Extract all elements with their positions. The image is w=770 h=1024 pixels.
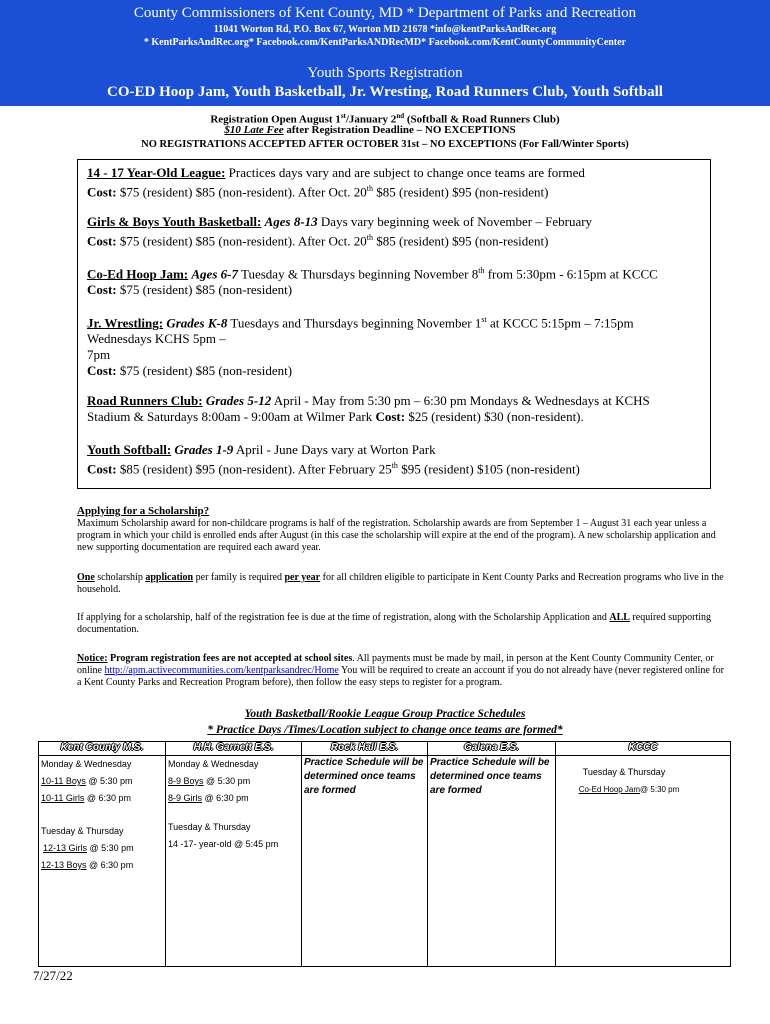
schedule-subtitle: * Practice Days /Times/Location subject to change once teams are formed* (207, 724, 563, 736)
practice-slot (166, 773, 301, 790)
cost-text: $25 (resident) $30 (non-resident). (405, 409, 584, 424)
header-rock-hall: Rock Hall E.S. (302, 742, 428, 756)
time: @ 6:30 pm (86, 860, 134, 870)
schedule-body-row (39, 756, 731, 967)
program-desc: from 5:30pm - 6:15pm at KCCC (484, 266, 658, 282)
header-kccc: KCCC (556, 742, 731, 756)
notice-bold: Program registration fees are not accepted at school sites (107, 653, 353, 664)
practice-slot (39, 857, 165, 874)
sup: th (391, 461, 398, 470)
program-ages: Ages 8-13 (264, 214, 318, 229)
cost-text: $75 (resident) $85 (non-resident) (116, 282, 293, 298)
late-fee-text: after Registration Deadline – NO EXCEPTIONS (283, 124, 516, 136)
cost-text: $85 (resident) $95 (non-resident). After February 25 (116, 461, 392, 477)
sup: st (481, 315, 487, 324)
practice-slot (39, 773, 165, 790)
header-kent-county-ms: Kent County M.S. (39, 742, 166, 756)
emph: application (145, 572, 194, 583)
sup: st (340, 112, 346, 120)
late-fee-line (0, 124, 770, 137)
no-registrations-line: NO REGISTRATIONS ACCEPTED AFTER OCTOBER 31st – NO EXCEPTIONS (For Fall/Winter Sports) (141, 139, 629, 150)
cell-kent-county-ms (39, 756, 166, 967)
schedule-table (38, 741, 731, 967)
scholarship-para1: Maximum Scholarship award for non-childcare programs is half of the registration. Scholarship awards are from September 1 – August 31 each year unless a program in which your child is enrolled ends after August (in this case the scholarship will expire at the end of the program). A new scholarship application and new supporting documentation are required each award year. (77, 518, 716, 553)
days: Monday & Wednesday (168, 759, 259, 769)
notice-paragraph (77, 653, 727, 689)
emph: ALL (609, 612, 630, 623)
cell-galena (428, 756, 556, 967)
program-jr-wrestling (87, 312, 707, 379)
text: . All payments must be made by mail, in person at the Kent County Community Center, or online (77, 653, 714, 676)
program-14-17-league (87, 165, 707, 200)
time: @ 6:30 pm (84, 793, 132, 803)
schedule-tbd-note: Practice Schedule will be determined once teams are formed (430, 757, 550, 796)
cost-label: Cost: (87, 184, 117, 200)
cost-label: Cost: (375, 409, 406, 424)
text: required supporting documentation. (77, 612, 712, 635)
days: Monday & Wednesday (41, 759, 132, 769)
time: @ 5:30 pm (85, 776, 133, 786)
text: If applying for a scholarship, half of the registration fee is due at the time of registration, along with the Scholarship Application and (77, 612, 610, 623)
schedule-header-row (39, 742, 731, 756)
header-galena: Galena E.S. (428, 742, 556, 756)
time: @ 6:30 pm (202, 793, 249, 803)
program-desc: Practices days vary and are subject to change once teams are formed (225, 165, 585, 180)
group: 8-9 Girls (168, 793, 203, 803)
emph: One (77, 572, 95, 583)
sup: nd (396, 112, 405, 120)
program-desc: April - May from 5:30 pm – 6:30 pm Mondays & Wednesdays at KCHS (271, 393, 650, 408)
program-youth-basketball (87, 214, 707, 249)
practice-slot (556, 781, 730, 798)
program-ages: Grades 1-9 (174, 442, 234, 457)
cost-text: $85 (resident) $95 (non-resident) (373, 184, 549, 200)
cell-kccc (556, 756, 731, 967)
programs-box (77, 159, 711, 489)
sup: th (366, 233, 374, 242)
banner-websites: * KentParksAndRec.org* Facebook.com/KentParksANDRecMD* Facebook.com/KentCountyCommunityCenter (143, 37, 627, 48)
practice-slot (39, 790, 165, 807)
program-ages: Ages 6-7 (191, 266, 238, 282)
sup: th (478, 266, 485, 275)
cost-text: $75 (resident) $85 (non-resident). After Oct. 20 (116, 233, 367, 249)
banner-programs: CO-ED Hoop Jam, Youth Basketball, Jr. Wresting, Road Runners Club, Youth Softball (107, 84, 663, 100)
cost-text: $85 (resident) $95 (non-resident) (373, 233, 549, 249)
text: for all children eligible to participate in Kent County Parks and Recreation programs who live in the household. (77, 572, 724, 595)
text: You will be required to create an account if you do not already have (never registered online for a Kent County Parks and Recreation Program before), then follow the easy steps to register for a program. (77, 665, 725, 688)
program-name: Girls & Boys Youth Basketball: (87, 214, 262, 229)
footer-date: 7/27/22 (33, 968, 73, 983)
days: Tuesday & Thursday (582, 767, 666, 777)
program-hoop-jam (87, 263, 707, 298)
program-name: Youth Softball: (87, 442, 172, 457)
reg-open-text: (Softball & Road Runners Club) (404, 113, 560, 126)
program-desc: at KCCC 5:15pm – 7:15pm (486, 315, 634, 331)
days: Tuesday & Thursday (168, 822, 251, 832)
cell-hh-garnett (166, 756, 302, 967)
banner-department: County Commissioners of Kent County, MD * Department of Parks and Recreation (133, 5, 637, 21)
schedule-title: Youth Basketball/Rookie League Group Practice Schedules (244, 708, 526, 720)
text: per family is required (193, 572, 285, 583)
program-ages: Grades 5-12 (205, 393, 272, 408)
cell-rock-hall (302, 756, 428, 967)
text: scholarship (94, 572, 146, 583)
late-fee: $10 Late Fee (224, 124, 284, 136)
sup: th (366, 184, 374, 193)
banner-address: 11041 Worton Rd, P.O. Box 67, Worton MD 21678 *info@kentParksAndRec.org (213, 24, 557, 35)
time: @ 5:30 pm (203, 776, 251, 786)
reg-open-text: /January 2 (345, 113, 397, 126)
group: 8-9 Boys (168, 776, 204, 786)
header-hh-garnett: H.H. Garnett E.S. (166, 742, 302, 756)
practice-slot: 14 -17- year-old @ 5:45 pm (168, 839, 279, 849)
group: 12-13 Boys (41, 860, 87, 870)
group: 12-13 Girls (43, 843, 88, 853)
program-desc: April - June Days vary at Worton Park (233, 442, 436, 457)
program-desc: Wednesdays KCHS 5pm – (87, 331, 226, 347)
program-road-runners (87, 393, 707, 425)
group: 10-11 Boys (41, 776, 86, 786)
program-desc: Days vary beginning week of November – February (317, 214, 593, 229)
cost-label: Cost: (87, 363, 117, 379)
program-ages: Grades K-8 (166, 315, 228, 331)
scholarship-para3 (77, 612, 727, 636)
program-name: Co-Ed Hoop Jam: (87, 266, 189, 282)
cost-text: $75 (resident) $85 (non-resident). After Oct. 20 (116, 184, 367, 200)
time: @ 5:30 pm (87, 843, 134, 853)
program-desc: Tuesdays and Thursdays beginning November 1 (227, 315, 482, 331)
cost-text: $75 (resident) $85 (non-resident) (116, 363, 293, 379)
group: Co-Ed Hoop Jam (578, 785, 641, 794)
practice-slot (39, 840, 165, 857)
emph: per year (284, 572, 321, 583)
reg-open-text: Registration Open August 1 (210, 113, 341, 126)
notice-label: Notice: (77, 653, 108, 664)
program-name: Jr. Wrestling: (87, 315, 164, 331)
practice-slot (166, 790, 301, 807)
scholarship-heading: Applying for a Scholarship? (77, 505, 210, 517)
group: 10-11 Girls (41, 793, 85, 803)
program-name: 14 - 17 Year-Old League: (87, 165, 226, 180)
scholarship-para2 (77, 572, 727, 596)
banner-title: Youth Sports Registration (307, 65, 463, 81)
cost-label: Cost: (87, 233, 117, 249)
program-desc: 7pm (87, 347, 111, 363)
cost-label: Cost: (87, 461, 117, 477)
header-banner (0, 0, 770, 106)
program-desc: Tuesday & Thursdays beginning November 8 (237, 266, 479, 282)
cost-text: $95 (resident) $105 (non-resident) (397, 461, 580, 477)
registration-link[interactable]: http://apm.activecommunities.com/kentparksandrec/Home (104, 665, 339, 676)
time: @ 5:30 pm (640, 785, 680, 794)
cost-label: Cost: (87, 282, 117, 298)
program-name: Road Runners Club: (87, 393, 203, 408)
schedule-tbd-note: Practice Schedule will be determined once teams are formed (304, 757, 424, 796)
program-youth-softball (87, 442, 707, 477)
program-desc: Stadium & Saturdays 8:00am - 9:00am at Wilmer Park (87, 409, 376, 424)
days: Tuesday & Thursday (41, 826, 124, 836)
